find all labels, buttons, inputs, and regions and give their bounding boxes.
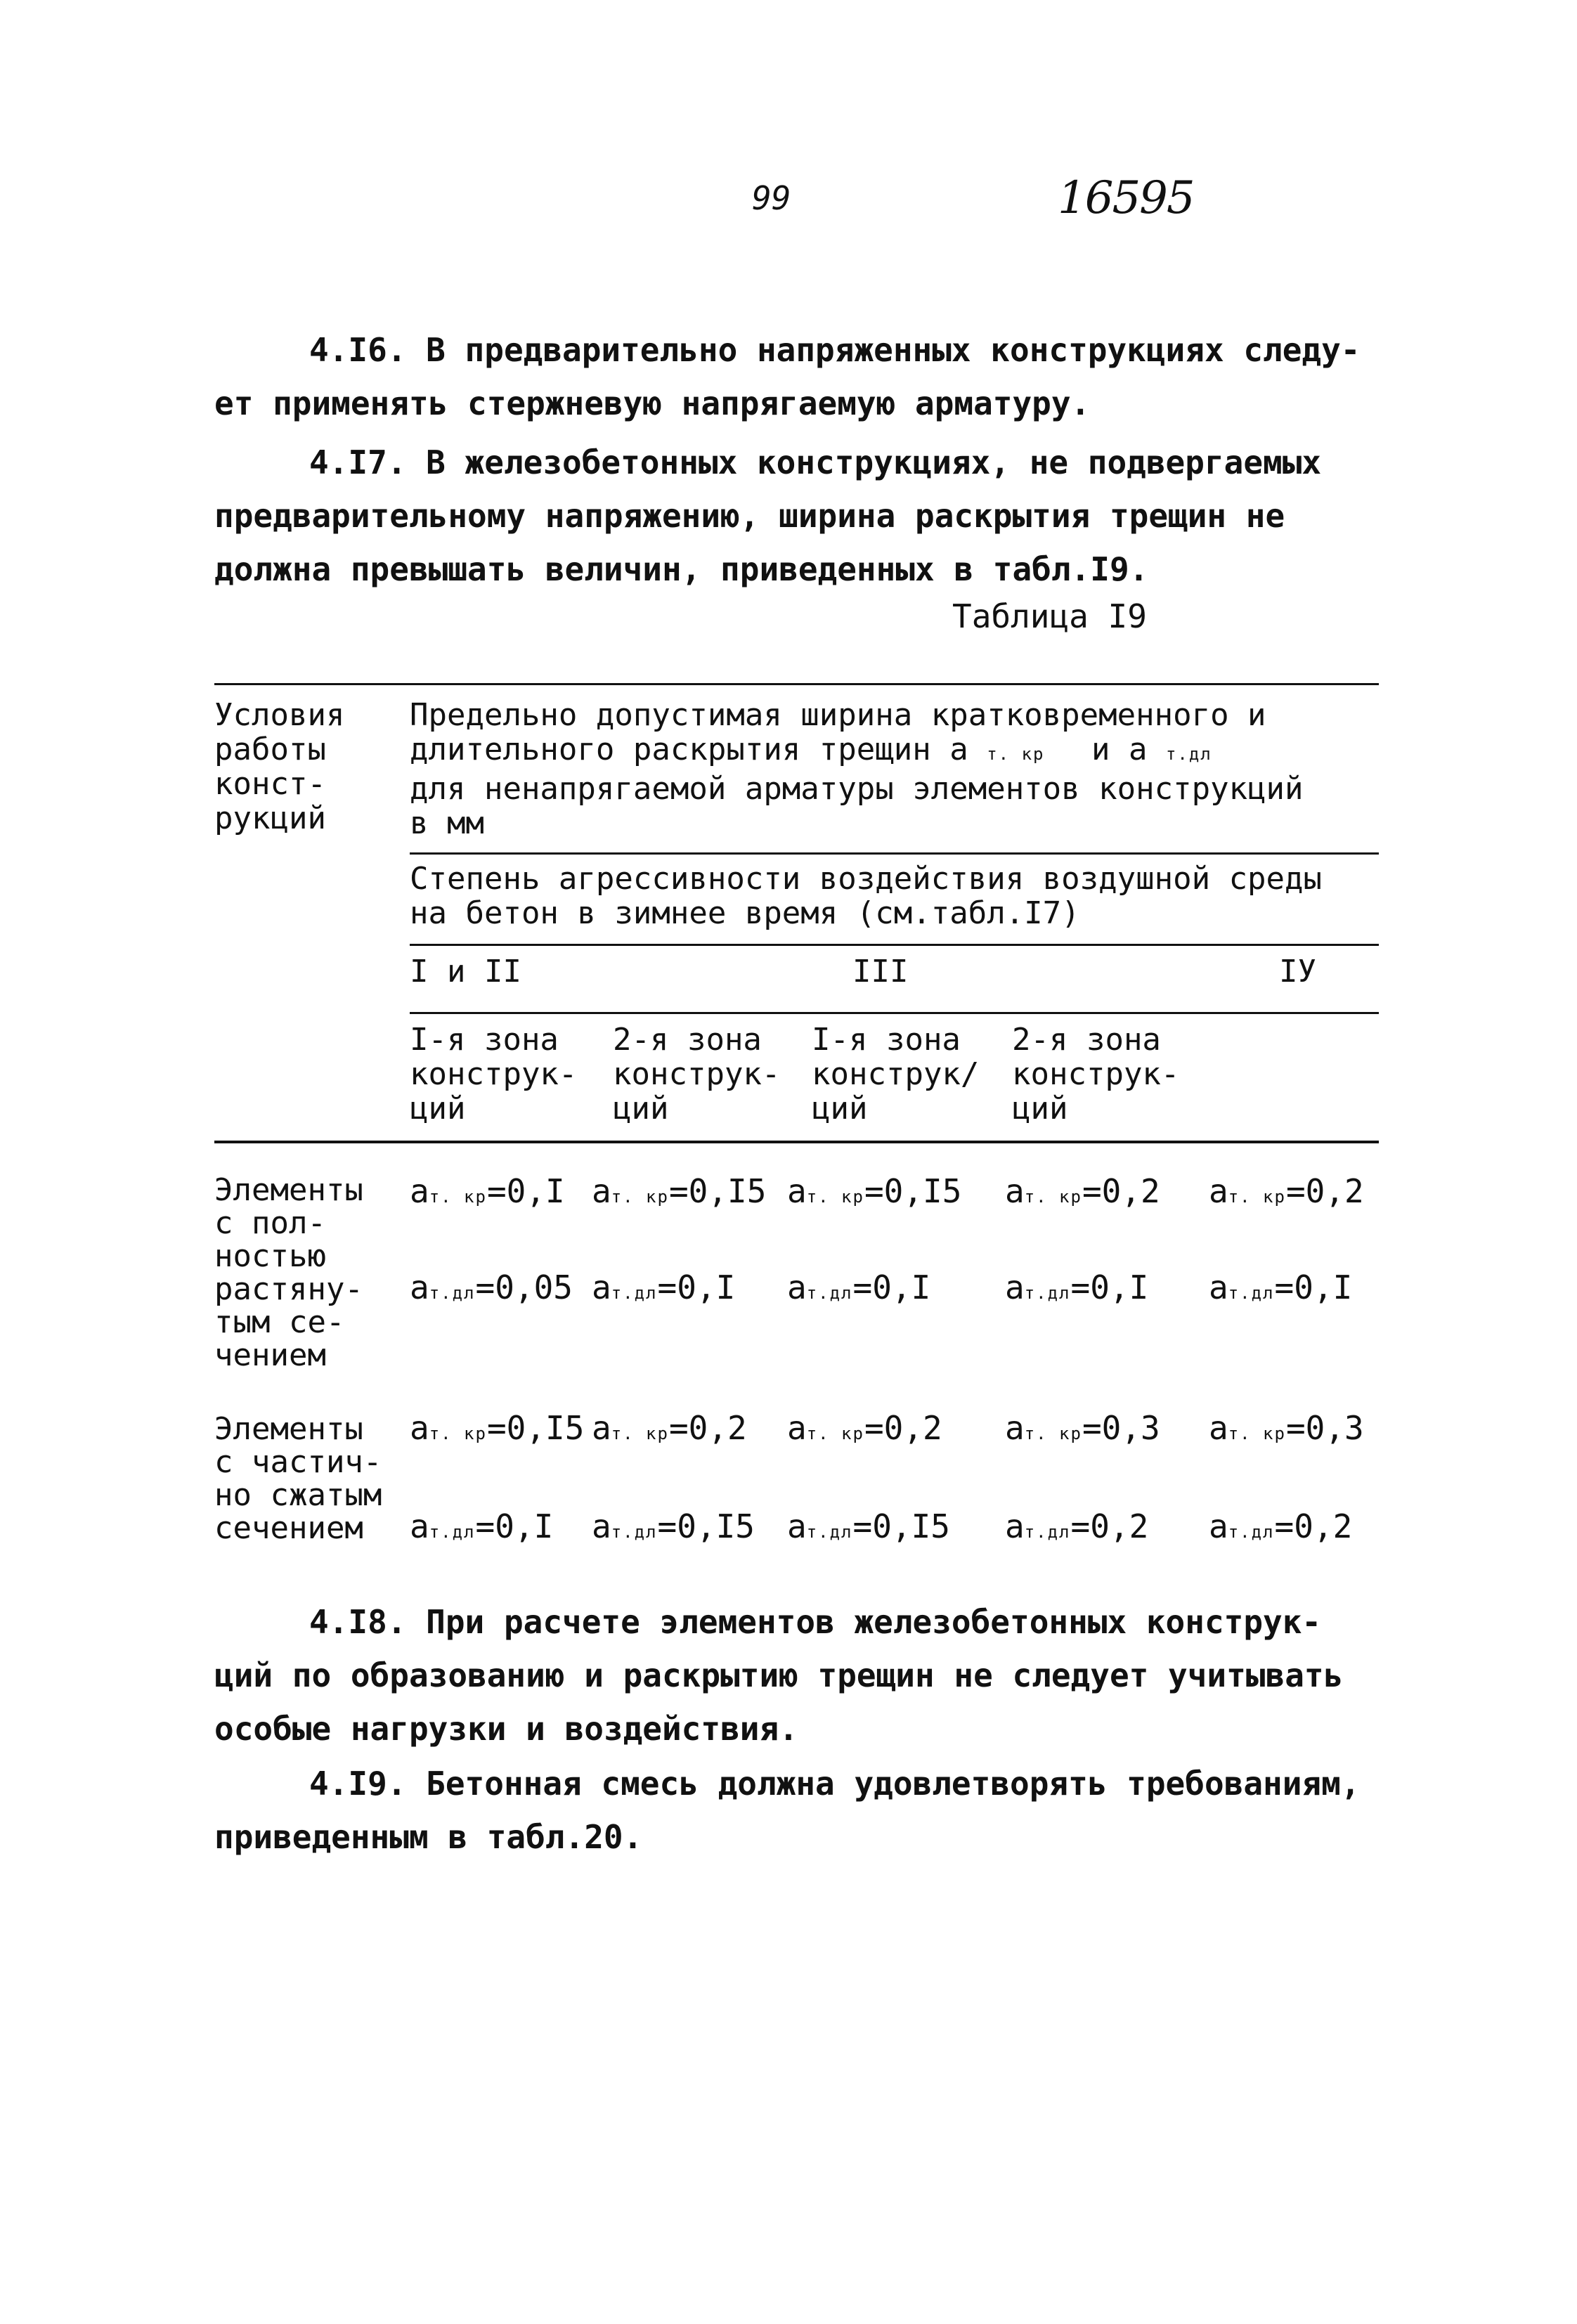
header-line: конструк- — [410, 1056, 578, 1092]
zone-header-4 — [1012, 1023, 1179, 1126]
equals-sign: = — [852, 1507, 873, 1545]
label-line: с частич- — [214, 1444, 382, 1480]
label-line: чением — [214, 1337, 326, 1373]
table-cell-value — [592, 1172, 766, 1210]
header-line: ций — [613, 1091, 669, 1127]
table-rule — [410, 852, 1379, 855]
table-top-rule — [214, 683, 1379, 685]
table-cell-value — [592, 1268, 735, 1306]
symbol-a: а — [1005, 1409, 1025, 1447]
paragraph-4-18 — [214, 1595, 1343, 1755]
label-line: Элементы — [214, 1411, 363, 1447]
row-label-partially-compressed — [214, 1413, 382, 1545]
cell-number: 0,2 — [1101, 1172, 1160, 1210]
subscript-t-dl: т.дл — [806, 1283, 853, 1303]
subscript-t-kr: т. кр — [806, 1187, 864, 1207]
table-cell-value — [1209, 1172, 1364, 1210]
table-cell-value — [787, 1172, 961, 1210]
header-text: длительного раскрытия трещин а — [410, 732, 968, 767]
header-line: конст- — [214, 766, 326, 802]
subscript-t-dl: т.дл — [806, 1522, 853, 1542]
table-header-bottom-rule — [214, 1141, 1379, 1143]
subscript-t-kr: т. кр — [1228, 1187, 1286, 1207]
zone-header-3 — [812, 1023, 979, 1126]
cell-number: 0,I — [495, 1507, 554, 1545]
symbol-a: а — [410, 1268, 429, 1306]
subscript-t-dl: т.дл — [1228, 1522, 1275, 1542]
cell-number: 0,I — [1090, 1268, 1149, 1306]
paragraph-line: 4.I7. В железобетонных конструкциях, не подвергаемых — [309, 443, 1322, 481]
subscript-t-dl: т.дл — [611, 1522, 658, 1542]
symbol-a: а — [410, 1507, 429, 1545]
label-line: ностью — [214, 1238, 326, 1274]
table-cell-value — [787, 1507, 950, 1545]
paragraph-4-16 — [214, 323, 1361, 430]
equals-sign: = — [486, 1172, 507, 1210]
group-label-1-2: I и II — [410, 954, 521, 989]
header-line: Предельно допустимая ширина кратковременного и — [410, 697, 1266, 733]
symbol-a: а — [592, 1268, 611, 1306]
subscript-t-kr: т. кр — [987, 744, 1045, 764]
header-line: I-я зона — [812, 1022, 961, 1058]
paragraph-line: 4.I6. В предварительно напряженных конструкциях следу- — [309, 331, 1361, 369]
label-line: Элементы — [214, 1172, 363, 1208]
symbol-a: а — [787, 1172, 807, 1210]
paragraph-line: ций по образованию и раскрытию трещин не следует учитывать — [214, 1656, 1344, 1694]
equals-sign: = — [1082, 1172, 1102, 1210]
header-line: ций — [812, 1091, 868, 1127]
cell-number: 0,2 — [1090, 1507, 1149, 1545]
subscript-t-kr: т. кр — [429, 1187, 487, 1207]
header-line: для ненапрягаемой арматуры элементов конструкций — [410, 771, 1304, 807]
cell-number: 0,3 — [1101, 1409, 1160, 1447]
subscript-t-dl: т.дл — [1024, 1522, 1071, 1542]
equals-sign: = — [657, 1268, 677, 1306]
table-cell-value — [1005, 1507, 1148, 1545]
paragraph-line: особые нагрузки и воздействия. — [214, 1710, 798, 1748]
cell-number: 0,I — [872, 1268, 931, 1306]
table-cell-value — [787, 1268, 930, 1306]
paragraph-line: предварительному напряжению, ширина раскрытия трещин не — [214, 497, 1285, 535]
cell-number: 0,2 — [1305, 1172, 1364, 1210]
symbol-a: а — [1005, 1268, 1025, 1306]
subscript-t-kr: т. кр — [429, 1424, 487, 1443]
header-line: Степень агрессивности воздействия воздушной среды — [410, 861, 1323, 897]
subscript-t-kr: т. кр — [1024, 1424, 1082, 1443]
table-cell-value — [1005, 1268, 1148, 1306]
header-line: 2-я зона — [613, 1022, 762, 1058]
table-cell-value — [410, 1507, 553, 1545]
label-line: но сжатым — [214, 1477, 382, 1513]
equals-sign: = — [1274, 1507, 1294, 1545]
equals-sign: = — [1285, 1172, 1306, 1210]
paragraph-4-17 — [214, 436, 1321, 596]
table-cell-value — [787, 1409, 942, 1447]
symbol-a: а — [1209, 1507, 1228, 1545]
group-label-4: IУ — [1279, 954, 1316, 989]
row-label-fully-tensioned — [214, 1174, 363, 1372]
cell-number: 0,I — [506, 1172, 565, 1210]
symbol-a: а — [787, 1409, 807, 1447]
symbol-a: а — [1209, 1409, 1228, 1447]
equals-sign: = — [864, 1409, 884, 1447]
equals-sign: = — [475, 1268, 495, 1306]
symbol-a: а — [1209, 1172, 1228, 1210]
cell-number: 0,05 — [495, 1268, 573, 1306]
equals-sign: = — [486, 1409, 507, 1447]
symbol-a: а — [592, 1409, 611, 1447]
aggressiveness-header — [410, 862, 1322, 930]
table-cell-value — [592, 1507, 755, 1545]
paragraph-line: должна превышать величин, приведенных в табл.I9. — [214, 550, 1149, 588]
equals-sign: = — [1285, 1409, 1306, 1447]
cell-number: 0,I5 — [688, 1172, 767, 1210]
column-header-crack-width — [410, 698, 1304, 840]
label-line: тым се- — [214, 1304, 345, 1340]
table-rule — [410, 1012, 1379, 1014]
subscript-t-dl: т.дл — [1165, 744, 1212, 764]
symbol-a: а — [1005, 1507, 1025, 1545]
subscript-t-dl: т.дл — [429, 1522, 476, 1542]
paragraph-line: приведенным в табл.20. — [214, 1818, 643, 1856]
table-cell-value — [592, 1409, 747, 1447]
group-label-3: III — [852, 954, 909, 989]
equals-sign: = — [1082, 1409, 1102, 1447]
label-line: сечением — [214, 1510, 363, 1546]
symbol-a: а — [410, 1172, 429, 1210]
symbol-a: а — [592, 1507, 611, 1545]
cell-number: 0,I — [1294, 1268, 1353, 1306]
cell-number: 0,2 — [1294, 1507, 1353, 1545]
cell-number: 0,3 — [1305, 1409, 1364, 1447]
header-line: Условия — [214, 697, 345, 733]
subscript-t-dl: т.дл — [611, 1283, 658, 1303]
subscript-t-kr: т. кр — [806, 1424, 864, 1443]
symbol-a: а — [1209, 1268, 1228, 1306]
subscript-t-dl: т.дл — [429, 1283, 476, 1303]
equals-sign: = — [1070, 1268, 1091, 1306]
header-line: I-я зона — [410, 1022, 559, 1058]
document-number-handwritten: 16595 — [1058, 172, 1194, 224]
cell-number: 0,I5 — [506, 1409, 585, 1447]
cell-number: 0,I5 — [677, 1507, 755, 1545]
equals-sign: = — [1274, 1268, 1294, 1306]
equals-sign: = — [668, 1172, 689, 1210]
table-cell-value — [410, 1268, 573, 1306]
symbol-a: а — [787, 1268, 807, 1306]
zone-header-1 — [410, 1023, 577, 1126]
cell-number: 0,I5 — [872, 1507, 950, 1545]
table-rule — [410, 944, 1379, 946]
header-line: ций — [1012, 1091, 1068, 1127]
equals-sign: = — [657, 1507, 677, 1545]
header-line: конструк- — [613, 1056, 781, 1092]
equals-sign: = — [864, 1172, 884, 1210]
header-line: на бетон в зимнее время (см.табл.I7) — [410, 895, 1080, 931]
equals-sign: = — [668, 1409, 689, 1447]
header-line: конструк/ — [812, 1056, 980, 1092]
header-line: работы — [214, 732, 326, 767]
equals-sign: = — [475, 1507, 495, 1545]
subscript-t-kr: т. кр — [611, 1424, 669, 1443]
symbol-a: а — [787, 1507, 807, 1545]
equals-sign: = — [852, 1268, 873, 1306]
subscript-t-kr: т. кр — [611, 1187, 669, 1207]
header-line: рукций — [214, 800, 326, 836]
zone-header-2 — [613, 1023, 780, 1126]
cell-number: 0,2 — [883, 1409, 942, 1447]
header-line — [410, 732, 1304, 772]
equals-sign: = — [1070, 1507, 1091, 1545]
label-line: с пол- — [214, 1205, 326, 1241]
table-caption: Таблица I9 — [952, 597, 1147, 635]
paragraph-line: ет применять стержневую напрягаемую арматуру. — [214, 384, 1091, 422]
header-text: и а — [1091, 732, 1148, 767]
table-cell-value — [1209, 1507, 1352, 1545]
table-cell-value — [1209, 1268, 1352, 1306]
column-header-conditions — [214, 698, 344, 836]
cell-number: 0,2 — [688, 1409, 747, 1447]
paragraph-line: 4.I9. Бетонная смесь должна удовлетворять требованиям, — [309, 1765, 1361, 1803]
cell-number: 0,I5 — [883, 1172, 962, 1210]
subscript-t-dl: т.дл — [1024, 1283, 1071, 1303]
subscript-t-kr: т. кр — [1228, 1424, 1286, 1443]
header-line: 2-я зона — [1012, 1022, 1161, 1058]
subscript-t-kr: т. кр — [1024, 1187, 1082, 1207]
symbol-a: а — [410, 1409, 429, 1447]
cell-number: 0,I — [677, 1268, 736, 1306]
header-line: ций — [410, 1091, 466, 1127]
symbol-a: а — [1005, 1172, 1025, 1210]
subscript-t-dl: т.дл — [1228, 1283, 1275, 1303]
table-cell-value — [1209, 1409, 1364, 1447]
symbol-a: а — [592, 1172, 611, 1210]
page-number: 99 — [752, 179, 791, 217]
paragraph-line: 4.I8. При расчете элементов железобетонных конструк- — [309, 1603, 1322, 1641]
header-line: в мм — [410, 805, 484, 841]
table-cell-value — [1005, 1409, 1160, 1447]
paragraph-4-19 — [214, 1757, 1361, 1864]
table-cell-value — [410, 1409, 584, 1447]
header-line: конструк- — [1012, 1056, 1180, 1092]
label-line: растяну- — [214, 1271, 363, 1307]
table-cell-value — [410, 1172, 565, 1210]
table-cell-value — [1005, 1172, 1160, 1210]
